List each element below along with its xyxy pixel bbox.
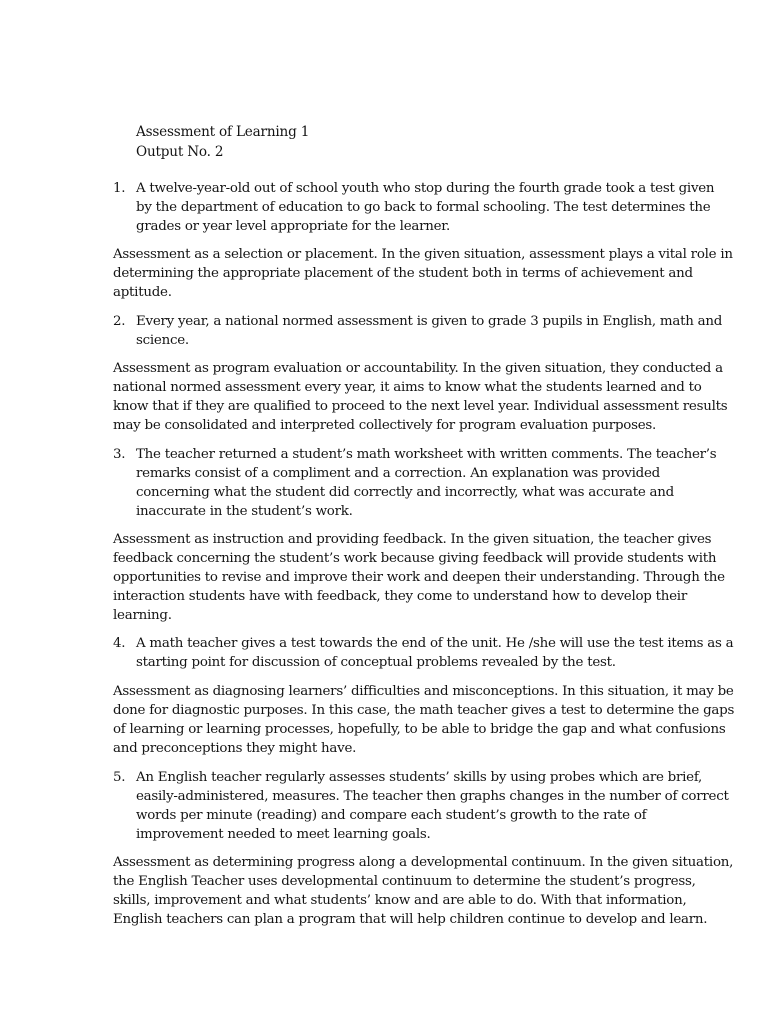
answer-line: aptitude. [113,285,172,300]
answer-line: Assessment as determining progress along a developmental continuum. In the given situation, [113,855,734,870]
question-number: 3. [113,447,126,462]
answer-line: interaction students have with feedback, they come to understand how to develop their [113,589,687,604]
answer-line: done for diagnostic purposes. In this case, the math teacher gives a test to determine the gaps [113,703,735,718]
question-line: words per minute (reading) and compare each student’s growth to the rate of [136,808,647,823]
answer-line: Assessment as a selection or placement. In the given situation, assessment plays a vital role in [113,247,733,262]
question-line: easily-administered, measures. The teacher then graphs changes in the number of correct [136,789,729,804]
answer-line: opportunities to revise and improve their work and deepen their understanding. Through the [113,570,725,585]
answer-line: Assessment as program evaluation or accountability. In the given situation, they conducted a [113,361,723,376]
course-title: Assessment of Learning 1 [136,124,310,140]
answer-line: skills, improvement and what students’ know and are able to do. With that information, [113,893,687,908]
question-text [136,445,716,521]
answer-1 [113,245,733,302]
answer-line: may be consolidated and interpreted collectively for program evaluation purposes. [113,418,657,433]
answer-4 [113,682,734,758]
answer-line: learning. [113,608,172,623]
question-number: 4. [113,636,126,651]
question-line: starting point for discussion of conceptual problems revealed by the test. [136,655,616,670]
question-line: A twelve-year-old out of school youth who stop during the fourth grade took a test given [136,181,715,196]
question-number: 5. [113,770,126,785]
answer-line: and preconceptions they might have. [113,741,357,756]
answer-3 [113,530,725,625]
answer-2 [113,359,727,435]
question-text [136,768,729,844]
question-line: inaccurate in the student’s work. [136,504,353,519]
answer-line: Assessment as instruction and providing feedback. In the given situation, the teacher gives [113,532,712,547]
question-line: grades or year level appropriate for the learner. [136,219,450,234]
question-line: An English teacher regularly assesses students’ skills by using probes which are brief, [136,770,703,785]
question-line: remarks consist of a compliment and a correction. An explanation was provided [136,466,660,481]
document-header [136,122,309,162]
answer-line: of learning or learning processes, hopefully, to be able to bridge the gap and what confusions [113,722,726,737]
question-line: Every year, a national normed assessment is given to grade 3 pupils in English, math and [136,314,723,329]
question-line: science. [136,333,189,348]
question-line: A math teacher gives a test towards the end of the unit. He /she will use the test items as a [136,636,734,651]
answer-line: the English Teacher uses developmental continuum to determine the student’s progress, [113,874,696,889]
question-text [136,312,722,350]
answer-line: know that if they are qualified to proceed to the next level year. Individual assessment results [113,399,728,414]
question-line: improvement needed to meet learning goals. [136,827,431,842]
question-text [136,179,714,236]
answer-line: national normed assessment every year, it aims to know what the students learned and to [113,380,702,395]
question-number: 1. [113,181,126,196]
question-text [136,634,733,672]
answer-line: English teachers can plan a program that will help children continue to develop and learn. [113,912,708,927]
output-number: Output No. 2 [136,144,224,160]
answer-line: determining the appropriate placement of the student both in terms of achievement and [113,266,693,281]
answer-5 [113,853,733,929]
question-line: concerning what the student did correctly and incorrectly, what was accurate and [136,485,674,500]
question-line: by the department of education to go back to formal schooling. The test determines the [136,200,711,215]
answer-line: Assessment as diagnosing learners’ difficulties and misconceptions. In this situation, it may be [113,684,734,699]
question-line: The teacher returned a student’s math worksheet with written comments. The teacher’s [136,447,717,462]
question-number: 2. [113,314,126,329]
answer-line: feedback concerning the student’s work because giving feedback will provide students with [113,551,717,566]
